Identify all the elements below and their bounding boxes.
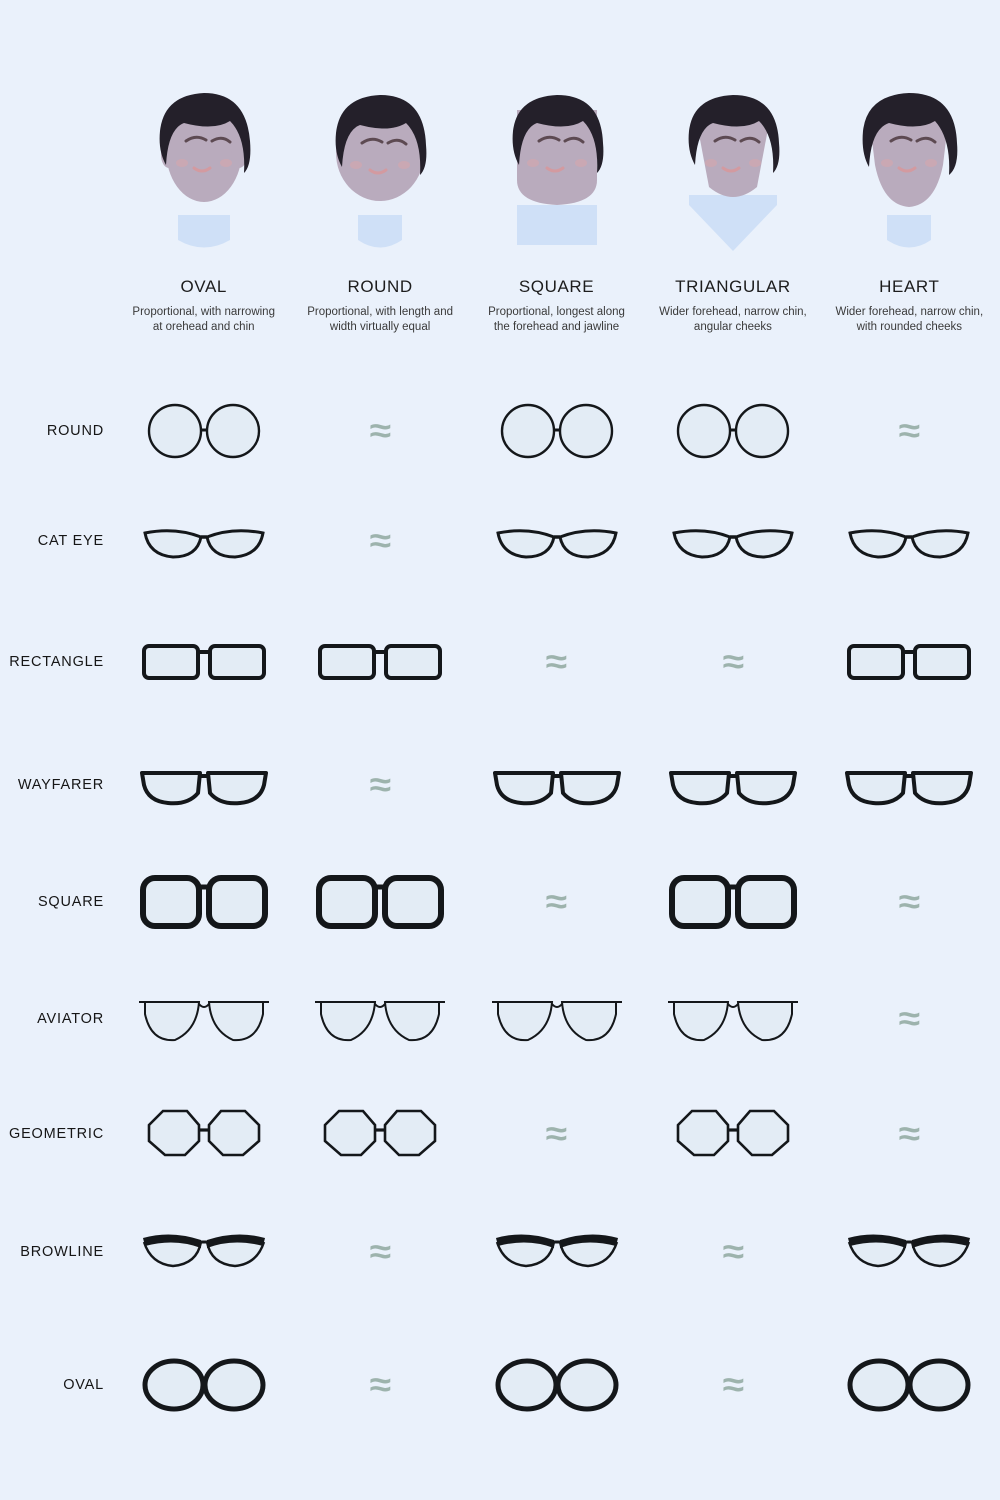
frame-row-round [0, 376, 1000, 486]
frame-row-aviator [0, 964, 1000, 1074]
no-match-squiggle-icon: ≈ [898, 1115, 921, 1153]
glasses-aviator-icon [668, 990, 798, 1048]
glasses-wayfarer-icon [843, 757, 975, 813]
frame-row-label: SQUARE [37, 894, 104, 910]
cell-browline-triangular [647, 1197, 818, 1307]
cell-rectangle-triangular [647, 607, 818, 717]
cell-browline-square [471, 1197, 642, 1307]
glasses-cat-eye-icon [844, 511, 974, 571]
glasses-rectangle-icon [139, 634, 269, 690]
glasses-aviator-icon [139, 990, 269, 1048]
face-illustration-heart [839, 55, 979, 255]
glasses-rectangle-icon [844, 634, 974, 690]
no-match-squiggle-icon: ≈ [722, 1233, 744, 1271]
frame-row-label: CAT EYE [37, 533, 104, 549]
cell-aviator-round [294, 964, 465, 1074]
glasses-square-icon [314, 870, 446, 934]
cell-geometric-triangular [647, 1079, 818, 1189]
cell-rectangle-heart [824, 607, 995, 717]
no-match-squiggle-icon: ≈ [722, 1366, 744, 1404]
cell-square-round [294, 847, 465, 957]
frame-row-square [0, 847, 1000, 957]
face-illustration-oval [134, 55, 274, 255]
no-match-squiggle-icon: ≈ [545, 643, 568, 681]
frame-row-browline [0, 1197, 1000, 1307]
face-illustration-triangular [663, 55, 803, 255]
cell-wayfarer-heart [824, 730, 995, 840]
glasses-cat-eye-icon [492, 511, 622, 571]
face-column-heart [824, 55, 995, 335]
glasses-square-icon [667, 870, 799, 934]
frame-row-oval [0, 1330, 1000, 1440]
glasses-wayfarer-icon [667, 757, 799, 813]
cell-square-heart [824, 847, 995, 957]
glasses-aviator-icon [315, 990, 445, 1048]
glasses-wayfarer-icon [491, 757, 623, 813]
frame-row-label: GEOMETRIC [8, 1126, 104, 1142]
cell-geometric-round [294, 1079, 465, 1189]
cell-geometric-square [471, 1079, 642, 1189]
glasses-geometric-icon [139, 1105, 269, 1163]
face-title: ROUND [347, 277, 413, 296]
face-description: Wider forehead, narrow chin, angular cheeks [659, 306, 807, 333]
frame-row-label: WAYFARER [17, 777, 104, 793]
glasses-browline-icon [844, 1226, 974, 1278]
glasses-round-icon [139, 401, 269, 461]
cell-geometric-heart [824, 1079, 995, 1189]
no-match-squiggle-icon: ≈ [898, 412, 921, 450]
face-title: TRIANGULAR [675, 277, 791, 296]
face-description: Proportional, with length and width virtually equal [307, 306, 453, 333]
glasses-geometric-icon [668, 1105, 798, 1163]
face-illustration-round [310, 55, 450, 255]
glasses-browline-icon [492, 1226, 622, 1278]
face-shapes-header [118, 55, 1000, 335]
cell-aviator-heart [824, 964, 995, 1074]
no-match-squiggle-icon: ≈ [369, 1366, 391, 1404]
glasses-round-icon [492, 401, 622, 461]
glasses-browline-icon [139, 1226, 269, 1278]
cell-cateye-square [471, 486, 642, 596]
frame-row-label: ROUND [46, 423, 104, 439]
no-match-squiggle-icon: ≈ [898, 883, 921, 921]
cell-oval-oval [118, 1330, 289, 1440]
cell-rectangle-square [471, 607, 642, 717]
cell-oval-triangular [647, 1330, 818, 1440]
no-match-squiggle-icon: ≈ [369, 522, 391, 560]
cell-browline-round [294, 1197, 465, 1307]
cell-round-round [294, 376, 465, 486]
glasses-square-icon [138, 870, 270, 934]
cell-cateye-oval [118, 486, 289, 596]
face-title: HEART [879, 277, 940, 296]
cell-geometric-oval [118, 1079, 289, 1189]
cell-oval-round [294, 1330, 465, 1440]
cell-rectangle-round [294, 607, 465, 717]
frame-row-label: BROWLINE [20, 1244, 104, 1260]
cell-round-heart [824, 376, 995, 486]
frame-row-geometric [0, 1079, 1000, 1189]
face-column-square [471, 55, 642, 335]
cell-cateye-heart [824, 486, 995, 596]
face-column-round [294, 55, 465, 335]
glasses-oval-icon [846, 1356, 972, 1414]
cell-aviator-oval [118, 964, 289, 1074]
no-match-squiggle-icon: ≈ [545, 883, 568, 921]
glasses-oval-icon [141, 1356, 267, 1414]
face-description: Proportional, longest along the forehead and jawline [488, 306, 625, 333]
face-title: SQUARE [518, 277, 595, 296]
cell-cateye-round [294, 486, 465, 596]
cell-wayfarer-square [471, 730, 642, 840]
cell-wayfarer-round [294, 730, 465, 840]
frame-row-label: RECTANGLE [9, 654, 104, 670]
face-illustration-square [487, 55, 627, 255]
frame-row-label: OVAL [63, 1377, 104, 1393]
face-description: Wider forehead, narrow chin, with rounded cheeks [835, 306, 984, 333]
glasses-cat-eye-icon [668, 511, 798, 571]
cell-square-oval [118, 847, 289, 957]
cell-square-triangular [647, 847, 818, 957]
cell-aviator-triangular [647, 964, 818, 1074]
cell-oval-heart [824, 1330, 995, 1440]
glasses-rectangle-icon [315, 634, 445, 690]
glasses-geometric-icon [315, 1105, 445, 1163]
no-match-squiggle-icon: ≈ [369, 766, 391, 804]
cell-wayfarer-triangular [647, 730, 818, 840]
cell-square-square [471, 847, 642, 957]
no-match-squiggle-icon: ≈ [722, 643, 744, 681]
glasses-oval-icon [494, 1356, 620, 1414]
face-column-triangular [647, 55, 818, 335]
cell-rectangle-oval [118, 607, 289, 717]
face-description: Proportional, with narrowing at orehead and chin [132, 306, 275, 333]
cell-browline-heart [824, 1197, 995, 1307]
glasses-cat-eye-icon [139, 511, 269, 571]
cell-wayfarer-oval [118, 730, 289, 840]
face-column-oval [118, 55, 289, 335]
no-match-squiggle-icon: ≈ [898, 1000, 921, 1038]
no-match-squiggle-icon: ≈ [369, 412, 391, 450]
cell-aviator-square [471, 964, 642, 1074]
frame-row-cat-eye [0, 486, 1000, 596]
glasses-aviator-icon [492, 990, 622, 1048]
cell-round-oval [118, 376, 289, 486]
no-match-squiggle-icon: ≈ [545, 1115, 568, 1153]
no-match-squiggle-icon: ≈ [369, 1233, 391, 1271]
frame-row-wayfarer [0, 730, 1000, 840]
frame-row-label: AVIATOR [37, 1011, 104, 1027]
cell-round-square [471, 376, 642, 486]
cell-browline-oval [118, 1197, 289, 1307]
face-title: OVAL [180, 277, 227, 296]
cell-round-triangular [647, 376, 818, 486]
cell-cateye-triangular [647, 486, 818, 596]
cell-oval-square [471, 1330, 642, 1440]
glasses-wayfarer-icon [138, 757, 270, 813]
frame-row-rectangle [0, 607, 1000, 717]
glasses-round-icon [668, 401, 798, 461]
